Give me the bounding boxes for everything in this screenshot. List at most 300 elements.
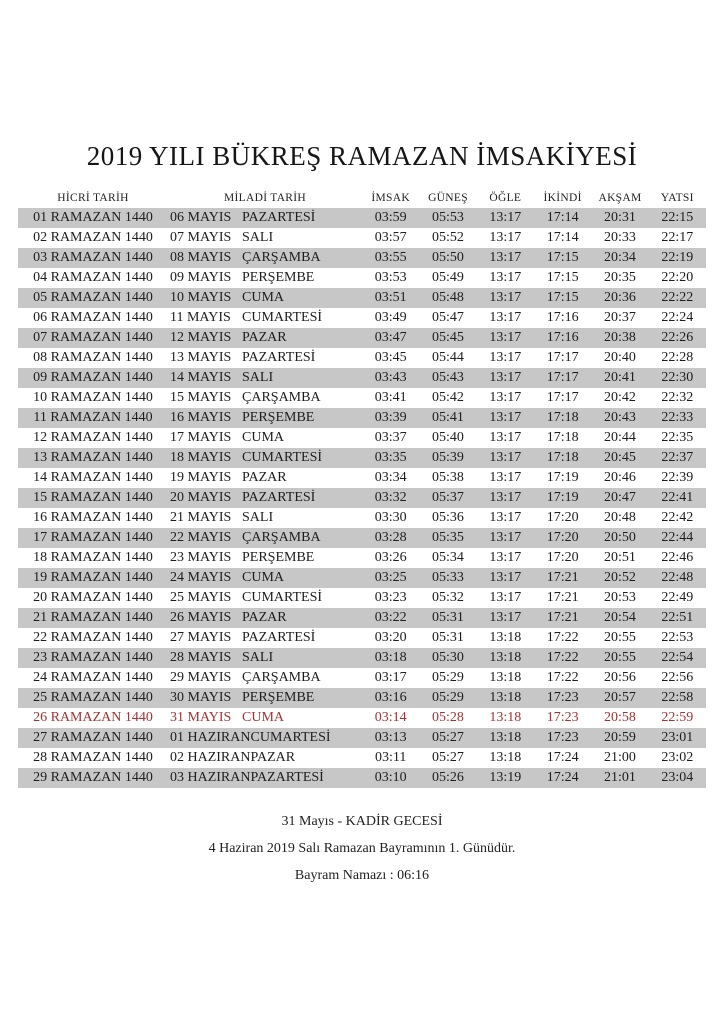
- imsak-time: 03:39: [374, 410, 407, 425]
- weekday-name: SALI: [242, 370, 274, 385]
- imsak-time: 03:30: [374, 510, 407, 525]
- imsak-time: 03:37: [374, 430, 407, 445]
- aksam-time: 20:44: [604, 430, 636, 445]
- gregorian-date: 22 MAYIS: [170, 530, 232, 545]
- aksam-time: 20:52: [604, 570, 636, 585]
- gregorian-date: 30 MAYIS: [170, 690, 232, 705]
- gregorian-date: 31 MAYIS: [170, 710, 232, 725]
- miladi-date-cell: [168, 570, 362, 586]
- ogle-time: 13:17: [489, 490, 522, 505]
- gregorian-date: 20 MAYIS: [170, 490, 232, 505]
- table-row: [18, 428, 706, 448]
- column-header-yatsi: YATSI: [660, 192, 694, 204]
- kadir-gecesi-note: 31 Mayıs - KADİR GECESİ: [281, 814, 443, 829]
- imsak-time: 03:49: [374, 310, 407, 325]
- gunes-time: 05:52: [432, 230, 464, 245]
- imsak-time: 03:16: [374, 690, 407, 705]
- ikindi-time: 17:24: [546, 770, 579, 785]
- gunes-time: 05:47: [432, 310, 464, 325]
- ikindi-time: 17:15: [546, 250, 579, 265]
- ikindi-time: 17:21: [546, 590, 579, 605]
- aksam-time: 20:54: [604, 610, 636, 625]
- table-row: [18, 768, 706, 788]
- yatsi-time: 23:01: [661, 730, 694, 745]
- weekday-name: PAZARTESİ: [242, 210, 316, 225]
- miladi-date-cell: [168, 210, 362, 226]
- gregorian-date: 15 MAYIS: [170, 390, 232, 405]
- aksam-time: 20:57: [604, 690, 636, 705]
- miladi-date-cell: [168, 390, 362, 406]
- hicri-date-cell: 04 RAMAZAN 1440: [33, 270, 153, 285]
- hicri-date-cell: 06 RAMAZAN 1440: [33, 310, 153, 325]
- yatsi-time: 22:24: [661, 310, 694, 325]
- bayram-namazi-time: Bayram Namazı : 06:16: [294, 868, 430, 883]
- imsak-time: 03:10: [374, 770, 407, 785]
- ogle-time: 13:18: [489, 650, 522, 665]
- gunes-time: 05:49: [432, 270, 464, 285]
- miladi-date-cell: [168, 450, 362, 466]
- yatsi-time: 23:02: [661, 750, 694, 765]
- ikindi-time: 17:22: [546, 670, 579, 685]
- ikindi-time: 17:20: [546, 530, 579, 545]
- miladi-date-cell: [168, 550, 362, 566]
- yatsi-time: 22:48: [661, 570, 694, 585]
- hicri-date-cell: 28 RAMAZAN 1440: [33, 750, 153, 765]
- weekday-name: CUMARTESİ: [250, 730, 331, 745]
- hicri-date-cell: 20 RAMAZAN 1440: [33, 590, 153, 605]
- gregorian-date: 13 MAYIS: [170, 350, 232, 365]
- gunes-time: 05:53: [432, 210, 464, 225]
- hicri-date-cell: 22 RAMAZAN 1440: [33, 630, 153, 645]
- table-row: [18, 708, 706, 728]
- weekday-name: PERŞEMBE: [242, 410, 315, 425]
- aksam-time: 20:38: [604, 330, 636, 345]
- ogle-time: 13:17: [489, 410, 522, 425]
- ikindi-time: 17:23: [546, 730, 579, 745]
- hicri-date-cell: 05 RAMAZAN 1440: [33, 290, 153, 305]
- gunes-time: 05:45: [432, 330, 464, 345]
- imsak-time: 03:17: [374, 670, 407, 685]
- aksam-time: 20:40: [604, 350, 636, 365]
- gregorian-date: 18 MAYIS: [170, 450, 232, 465]
- aksam-time: 20:43: [604, 410, 636, 425]
- weekday-name: ÇARŞAMBA: [242, 250, 321, 265]
- gunes-time: 05:32: [432, 590, 464, 605]
- yatsi-time: 22:42: [661, 510, 694, 525]
- miladi-date-cell: [168, 650, 362, 666]
- gregorian-date: 16 MAYIS: [170, 410, 232, 425]
- gregorian-date: 29 MAYIS: [170, 670, 232, 685]
- gunes-time: 05:48: [432, 290, 464, 305]
- table-row: [18, 208, 706, 228]
- ogle-time: 13:17: [489, 270, 522, 285]
- hicri-date-cell: 11 RAMAZAN 1440: [33, 410, 153, 425]
- imsak-time: 03:34: [374, 470, 407, 485]
- ogle-time: 13:18: [489, 690, 522, 705]
- gregorian-date: 19 MAYIS: [170, 470, 232, 485]
- ikindi-time: 17:24: [546, 750, 579, 765]
- ikindi-time: 17:22: [546, 630, 579, 645]
- table-row: [18, 668, 706, 688]
- gunes-time: 05:28: [432, 710, 464, 725]
- gregorian-date: 10 MAYIS: [170, 290, 232, 305]
- gregorian-date: 01 HAZIRAN: [170, 730, 251, 745]
- gunes-time: 05:31: [432, 610, 464, 625]
- ikindi-time: 17:15: [546, 290, 579, 305]
- ogle-time: 13:17: [489, 470, 522, 485]
- weekday-name: PAZARTESİ: [242, 350, 316, 365]
- hicri-date-cell: 24 RAMAZAN 1440: [33, 670, 153, 685]
- gregorian-date: 09 MAYIS: [170, 270, 232, 285]
- yatsi-time: 22:41: [661, 490, 694, 505]
- imsak-time: 03:18: [374, 650, 407, 665]
- ikindi-time: 17:18: [546, 430, 579, 445]
- hicri-date-cell: 13 RAMAZAN 1440: [33, 450, 153, 465]
- footer-notes: [0, 808, 724, 889]
- ikindi-time: 17:23: [546, 710, 579, 725]
- gunes-time: 05:43: [432, 370, 464, 385]
- weekday-name: SALI: [242, 650, 274, 665]
- gregorian-date: 25 MAYIS: [170, 590, 232, 605]
- weekday-name: PERŞEMBE: [242, 270, 315, 285]
- weekday-name: PAZAR: [242, 610, 287, 625]
- hicri-date-cell: 08 RAMAZAN 1440: [33, 350, 153, 365]
- gregorian-date: 03 HAZIRAN: [170, 770, 251, 785]
- weekday-name: PAZARTESİ: [242, 490, 316, 505]
- ogle-time: 13:17: [489, 230, 522, 245]
- aksam-time: 21:00: [604, 750, 636, 765]
- miladi-date-cell: [168, 730, 362, 746]
- yatsi-time: 22:49: [661, 590, 694, 605]
- hicri-date-cell: 02 RAMAZAN 1440: [33, 230, 153, 245]
- miladi-date-cell: [168, 510, 362, 526]
- table-row: [18, 488, 706, 508]
- gunes-time: 05:30: [432, 650, 464, 665]
- hicri-date-cell: 15 RAMAZAN 1440: [33, 490, 153, 505]
- miladi-date-cell: [168, 630, 362, 646]
- weekday-name: CUMA: [242, 570, 285, 585]
- gregorian-date: 12 MAYIS: [170, 330, 232, 345]
- weekday-name: SALI: [242, 510, 274, 525]
- yatsi-time: 22:46: [661, 550, 694, 565]
- gregorian-date: 14 MAYIS: [170, 370, 232, 385]
- ogle-time: 13:18: [489, 670, 522, 685]
- ogle-time: 13:17: [489, 290, 522, 305]
- yatsi-time: 22:56: [661, 670, 694, 685]
- aksam-time: 20:50: [604, 530, 636, 545]
- hicri-date-cell: 16 RAMAZAN 1440: [33, 510, 153, 525]
- column-header-aksam: AKŞAM: [598, 192, 642, 204]
- table-row: [18, 728, 706, 748]
- weekday-name: PAZARTESİ: [250, 770, 324, 785]
- gregorian-date: 27 MAYIS: [170, 630, 232, 645]
- ikindi-time: 17:19: [546, 490, 579, 505]
- imsak-time: 03:47: [374, 330, 407, 345]
- ikindi-time: 17:20: [546, 550, 579, 565]
- miladi-date-cell: [168, 310, 362, 326]
- aksam-time: 20:55: [604, 650, 636, 665]
- table-row: [18, 288, 706, 308]
- yatsi-time: 22:59: [661, 710, 694, 725]
- ogle-time: 13:17: [489, 370, 522, 385]
- aksam-time: 20:31: [604, 210, 636, 225]
- gregorian-date: 24 MAYIS: [170, 570, 232, 585]
- gunes-time: 05:37: [432, 490, 464, 505]
- aksam-time: 20:45: [604, 450, 636, 465]
- miladi-date-cell: [168, 370, 362, 386]
- hicri-date-cell: 07 RAMAZAN 1440: [33, 330, 153, 345]
- table-row: [18, 528, 706, 548]
- table-header-row: [18, 188, 706, 208]
- yatsi-time: 22:53: [661, 630, 694, 645]
- ikindi-time: 17:17: [546, 390, 579, 405]
- aksam-time: 21:01: [604, 770, 636, 785]
- aksam-time: 20:41: [604, 370, 636, 385]
- gregorian-date: 02 HAZIRAN: [170, 750, 251, 765]
- imsak-time: 03:53: [374, 270, 407, 285]
- weekday-name: ÇARŞAMBA: [242, 530, 321, 545]
- miladi-date-cell: [168, 330, 362, 346]
- miladi-date-cell: [168, 290, 362, 306]
- yatsi-time: 23:04: [661, 770, 694, 785]
- table-row: [18, 448, 706, 468]
- hicri-date-cell: 03 RAMAZAN 1440: [33, 250, 153, 265]
- ogle-time: 13:19: [489, 770, 522, 785]
- column-header-hicri-tarih: HİCRİ TARİH: [57, 192, 129, 204]
- hicri-date-cell: 14 RAMAZAN 1440: [33, 470, 153, 485]
- yatsi-time: 22:28: [661, 350, 694, 365]
- weekday-name: PAZARTESİ: [242, 630, 316, 645]
- gunes-time: 05:36: [432, 510, 464, 525]
- page-title: 2019 YILI BÜKREŞ RAMAZAN İMSAKİYESİ: [86, 141, 638, 171]
- hicri-date-cell: 18 RAMAZAN 1440: [33, 550, 153, 565]
- aksam-time: 20:46: [604, 470, 636, 485]
- ogle-time: 13:18: [489, 710, 522, 725]
- miladi-date-cell: [168, 610, 362, 626]
- imsak-time: 03:35: [374, 450, 407, 465]
- yatsi-time: 22:20: [661, 270, 694, 285]
- hicri-date-cell: 01 RAMAZAN 1440: [33, 210, 153, 225]
- miladi-date-cell: [168, 690, 362, 706]
- table-row: [18, 408, 706, 428]
- aksam-time: 20:58: [604, 710, 636, 725]
- ikindi-time: 17:17: [546, 370, 579, 385]
- weekday-name: ÇARŞAMBA: [242, 670, 321, 685]
- ikindi-time: 17:14: [546, 230, 579, 245]
- ogle-time: 13:17: [489, 390, 522, 405]
- miladi-date-cell: [168, 710, 362, 726]
- ikindi-time: 17:21: [546, 570, 579, 585]
- gregorian-date: 08 MAYIS: [170, 250, 232, 265]
- table-row: [18, 368, 706, 388]
- hicri-date-cell: 23 RAMAZAN 1440: [33, 650, 153, 665]
- gregorian-date: 28 MAYIS: [170, 650, 232, 665]
- table-row: [18, 508, 706, 528]
- hicri-date-cell: 29 RAMAZAN 1440: [33, 770, 153, 785]
- ogle-time: 13:18: [489, 750, 522, 765]
- gunes-time: 05:31: [432, 630, 464, 645]
- ogle-time: 13:18: [489, 730, 522, 745]
- ogle-time: 13:17: [489, 510, 522, 525]
- imsak-time: 03:32: [374, 490, 407, 505]
- ogle-time: 13:17: [489, 350, 522, 365]
- weekday-name: CUMARTESİ: [242, 310, 323, 325]
- imsak-time: 03:23: [374, 590, 407, 605]
- aksam-time: 20:34: [604, 250, 636, 265]
- ikindi-time: 17:17: [546, 350, 579, 365]
- yatsi-time: 22:51: [661, 610, 694, 625]
- gunes-time: 05:50: [432, 250, 464, 265]
- aksam-time: 20:48: [604, 510, 636, 525]
- table-row: [18, 648, 706, 668]
- table-row: [18, 688, 706, 708]
- imsak-time: 03:59: [374, 210, 407, 225]
- table-row: [18, 548, 706, 568]
- weekday-name: CUMARTESİ: [242, 450, 323, 465]
- ikindi-time: 17:18: [546, 450, 579, 465]
- gregorian-date: 07 MAYIS: [170, 230, 232, 245]
- ikindi-time: 17:15: [546, 270, 579, 285]
- ogle-time: 13:17: [489, 530, 522, 545]
- bayram-day-note: 4 Haziran 2019 Salı Ramazan Bayramının 1. Günüdür.: [208, 841, 516, 856]
- imsak-time: 03:20: [374, 630, 407, 645]
- miladi-date-cell: [168, 750, 362, 766]
- imsak-time: 03:11: [374, 750, 407, 765]
- aksam-time: 20:47: [604, 490, 636, 505]
- gunes-time: 05:41: [432, 410, 464, 425]
- table-row: [18, 348, 706, 368]
- ikindi-time: 17:22: [546, 650, 579, 665]
- gregorian-date: 26 MAYIS: [170, 610, 232, 625]
- imsak-time: 03:14: [374, 710, 407, 725]
- gregorian-date: 21 MAYIS: [170, 510, 232, 525]
- yatsi-time: 22:33: [661, 410, 694, 425]
- ogle-time: 13:18: [489, 630, 522, 645]
- weekday-name: CUMARTESİ: [242, 590, 323, 605]
- miladi-date-cell: [168, 530, 362, 546]
- gunes-time: 05:34: [432, 550, 464, 565]
- weekday-name: ÇARŞAMBA: [242, 390, 321, 405]
- yatsi-time: 22:58: [661, 690, 694, 705]
- aksam-time: 20:42: [604, 390, 636, 405]
- hicri-date-cell: 10 RAMAZAN 1440: [33, 390, 153, 405]
- weekday-name: PERŞEMBE: [242, 690, 315, 705]
- table-row: [18, 628, 706, 648]
- gregorian-date: 17 MAYIS: [170, 430, 232, 445]
- gunes-time: 05:40: [432, 430, 464, 445]
- aksam-time: 20:55: [604, 630, 636, 645]
- weekday-name: PAZAR: [242, 330, 287, 345]
- table-row: [18, 388, 706, 408]
- yatsi-time: 22:22: [661, 290, 694, 305]
- yatsi-time: 22:39: [661, 470, 694, 485]
- miladi-date-cell: [168, 670, 362, 686]
- weekday-name: PAZAR: [242, 470, 287, 485]
- aksam-time: 20:53: [604, 590, 636, 605]
- imsak-time: 03:13: [374, 730, 407, 745]
- hicri-date-cell: 12 RAMAZAN 1440: [33, 430, 153, 445]
- ogle-time: 13:17: [489, 450, 522, 465]
- gregorian-date: 06 MAYIS: [170, 210, 232, 225]
- weekday-name: PERŞEMBE: [242, 550, 315, 565]
- table-row: [18, 568, 706, 588]
- ogle-time: 13:17: [489, 330, 522, 345]
- column-header-gunes: GÜNEŞ: [428, 192, 468, 204]
- miladi-date-cell: [168, 230, 362, 246]
- imsak-time: 03:45: [374, 350, 407, 365]
- gunes-time: 05:26: [432, 770, 464, 785]
- yatsi-time: 22:54: [661, 650, 694, 665]
- gunes-time: 05:42: [432, 390, 464, 405]
- miladi-date-cell: [168, 490, 362, 506]
- yatsi-time: 22:19: [661, 250, 694, 265]
- ikindi-time: 17:18: [546, 410, 579, 425]
- gregorian-date: 11 MAYIS: [170, 310, 231, 325]
- table-row: [18, 748, 706, 768]
- column-header-ogle: ÖĞLE: [489, 192, 522, 204]
- table-row: [18, 228, 706, 248]
- miladi-date-cell: [168, 250, 362, 266]
- imsak-time: 03:26: [374, 550, 407, 565]
- yatsi-time: 22:37: [661, 450, 694, 465]
- ogle-time: 13:17: [489, 210, 522, 225]
- aksam-time: 20:59: [604, 730, 636, 745]
- table-row: [18, 308, 706, 328]
- weekday-name: PAZAR: [250, 750, 296, 765]
- ikindi-time: 17:19: [546, 470, 579, 485]
- gunes-time: 05:44: [432, 350, 464, 365]
- imsak-time: 03:28: [374, 530, 407, 545]
- miladi-date-cell: [168, 590, 362, 606]
- hicri-date-cell: 25 RAMAZAN 1440: [33, 690, 153, 705]
- miladi-date-cell: [168, 470, 362, 486]
- yatsi-time: 22:17: [661, 230, 694, 245]
- hicri-date-cell: 27 RAMAZAN 1440: [33, 730, 153, 745]
- imsak-time: 03:51: [374, 290, 407, 305]
- aksam-time: 20:33: [604, 230, 636, 245]
- yatsi-time: 22:26: [661, 330, 694, 345]
- miladi-date-cell: [168, 410, 362, 426]
- ogle-time: 13:17: [489, 590, 522, 605]
- ikindi-time: 17:23: [546, 690, 579, 705]
- imsak-time: 03:25: [374, 570, 407, 585]
- imsak-time: 03:57: [374, 230, 407, 245]
- ikindi-time: 17:16: [546, 330, 579, 345]
- hicri-date-cell: 21 RAMAZAN 1440: [33, 610, 153, 625]
- gunes-time: 05:29: [432, 670, 464, 685]
- ogle-time: 13:17: [489, 550, 522, 565]
- yatsi-time: 22:35: [661, 430, 694, 445]
- yatsi-time: 22:32: [661, 390, 694, 405]
- aksam-time: 20:56: [604, 670, 636, 685]
- table-row: [18, 608, 706, 628]
- imsak-time: 03:55: [374, 250, 407, 265]
- ikindi-time: 17:14: [546, 210, 579, 225]
- table-row: [18, 328, 706, 348]
- aksam-time: 20:51: [604, 550, 636, 565]
- yatsi-time: 22:15: [661, 210, 694, 225]
- gunes-time: 05:38: [432, 470, 464, 485]
- hicri-date-cell: 19 RAMAZAN 1440: [33, 570, 153, 585]
- ogle-time: 13:17: [489, 250, 522, 265]
- aksam-time: 20:36: [604, 290, 636, 305]
- weekday-name: CUMA: [242, 290, 285, 305]
- gregorian-date: 23 MAYIS: [170, 550, 232, 565]
- column-header-imsak: İMSAK: [371, 192, 410, 204]
- gunes-time: 05:27: [432, 730, 464, 745]
- hicri-date-cell: 09 RAMAZAN 1440: [33, 370, 153, 385]
- column-header-miladi-tarih: MİLADİ TARİH: [224, 192, 306, 204]
